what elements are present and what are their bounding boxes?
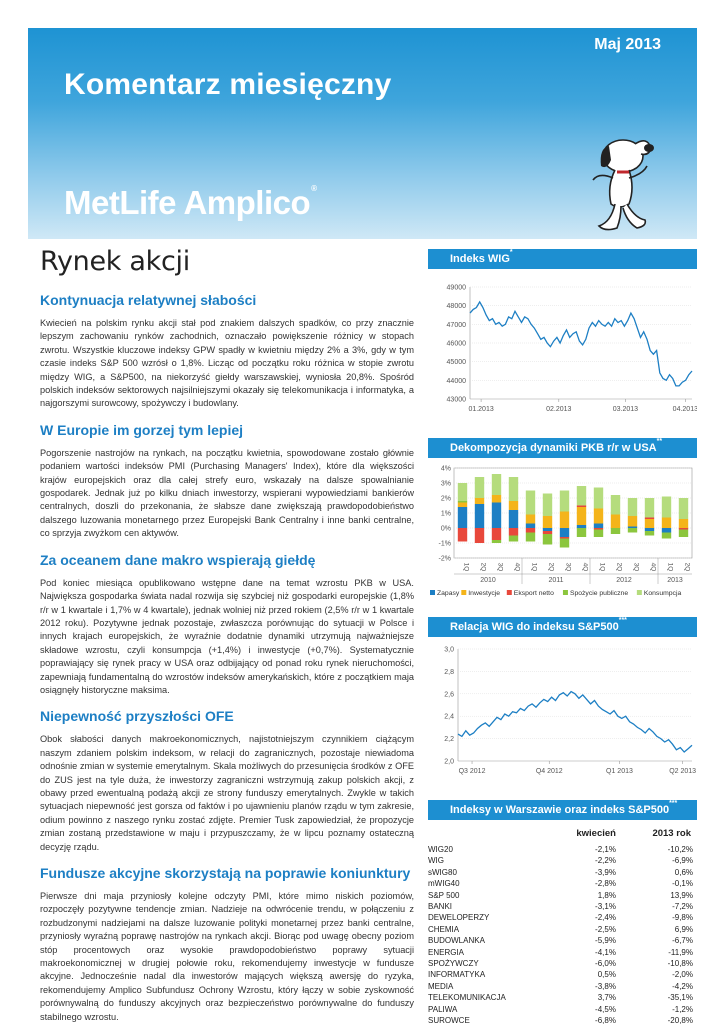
pkb-chart-svg bbox=[428, 458, 697, 606]
group-label: 2010 bbox=[480, 577, 496, 584]
category-label: 4Q bbox=[581, 562, 589, 572]
y-tick-label: 2,6 bbox=[444, 691, 454, 699]
table-row bbox=[428, 935, 697, 946]
value-month: -6,0% bbox=[595, 959, 616, 969]
category-label: 2Q bbox=[615, 562, 623, 572]
bar-segment bbox=[543, 528, 552, 531]
x-tick-label: Q4 2012 bbox=[535, 768, 563, 775]
table-row bbox=[428, 1015, 697, 1024]
pkb-panel-title-text: Dekompozycja dynamiki PKB r/r w USA bbox=[450, 442, 657, 454]
section-heading-4: Niepewność przyszłości OFE bbox=[40, 708, 234, 725]
index-name: SUROWCE bbox=[428, 1016, 470, 1024]
category-label: 1Q bbox=[666, 562, 674, 572]
bar-segment bbox=[594, 524, 603, 529]
bar-segment bbox=[628, 516, 637, 527]
pkb-panel-footnote: ** bbox=[656, 438, 663, 445]
category-label: 1Q bbox=[462, 562, 470, 572]
index-name: TELEKOMUNIKACJA bbox=[428, 993, 506, 1003]
bar-segment bbox=[509, 528, 518, 536]
index-name: SPOŻYWCZY bbox=[428, 959, 479, 969]
value-month: -3,1% bbox=[595, 902, 616, 912]
category-label: 1Q bbox=[530, 562, 538, 572]
index-table-header bbox=[428, 826, 697, 844]
y-tick-label: 44000 bbox=[446, 377, 466, 385]
x-tick-label: 04.2013 bbox=[672, 406, 697, 413]
bar-segment bbox=[475, 498, 484, 504]
wig-chart bbox=[428, 269, 697, 432]
section-heading-2: W Europie im gorzej tym lepiej bbox=[40, 421, 244, 438]
bar-segment bbox=[509, 477, 518, 501]
value-year: -20,8% bbox=[667, 1016, 693, 1024]
bar-segment bbox=[611, 495, 620, 515]
bar-segment bbox=[509, 510, 518, 528]
legend-label: Inwestycje bbox=[468, 590, 501, 597]
index-name: mWIG40 bbox=[428, 879, 460, 889]
value-year: -6,7% bbox=[672, 936, 693, 946]
section-heading-1: Kontynuacja relatywnej słabości bbox=[40, 292, 257, 308]
value-month: -4,1% bbox=[595, 947, 616, 957]
bar-segment bbox=[458, 503, 467, 508]
page-title: Komentarz miesięczny bbox=[64, 68, 392, 101]
rel-panel-footnote: *** bbox=[618, 617, 627, 624]
rel-panel-title bbox=[428, 617, 697, 637]
value-year: 0,6% bbox=[674, 867, 693, 877]
y-tick-label: 0% bbox=[440, 525, 451, 533]
value-month: -2,1% bbox=[595, 845, 616, 854]
category-label: 2Q bbox=[547, 562, 555, 572]
bar-segment bbox=[526, 524, 535, 529]
table-row bbox=[428, 969, 697, 980]
category-label: 2Q bbox=[479, 562, 487, 572]
y-tick-label: 2,2 bbox=[444, 736, 454, 744]
table-row bbox=[428, 878, 697, 889]
bar-segment bbox=[458, 507, 467, 528]
bar-segment bbox=[509, 501, 518, 510]
y-tick-label: 1% bbox=[440, 510, 451, 518]
value-month: -3,8% bbox=[595, 981, 616, 991]
value-month: -4,5% bbox=[595, 1004, 616, 1014]
category-label: 3Q bbox=[496, 562, 504, 572]
value-year: -0,1% bbox=[672, 879, 693, 889]
value-month: -2,8% bbox=[595, 879, 616, 889]
value-year: 13,9% bbox=[670, 890, 693, 900]
table-row bbox=[428, 1004, 697, 1015]
category-label: 3Q bbox=[632, 562, 640, 572]
bar-segment bbox=[594, 488, 603, 509]
bar-segment bbox=[628, 527, 637, 529]
table-row bbox=[428, 855, 697, 866]
x-tick-label: 03.2013 bbox=[612, 406, 639, 413]
y-tick-label: 47000 bbox=[446, 321, 466, 329]
bar-segment bbox=[492, 495, 501, 503]
value-month: -3,9% bbox=[595, 867, 616, 877]
index-table bbox=[428, 826, 697, 1024]
wig-panel-title bbox=[428, 249, 697, 269]
index-table-body bbox=[428, 844, 697, 1024]
bar-segment bbox=[475, 504, 484, 528]
section-text-4: Obok słabości danych makroekonomicznych, najistotniejszym czynnikiem ciążącym naszym zdaniem polskim indeksom, w relacji do zagranicznych, pozostaje niewiadoma odnośnie zmian w systemie emerytalnym. Skala możliwych do przesunięcia środków z OFE do ZUS jest na tyle duża, że inwestorzy zagraniczni wstrzymują zakup polskich akcji, z obawy przed ewentualną podażą akcji ze strony funduszy emerytalnych. Zwykle w takich sytuacjach niepewność jest gorsza od faktów i po ujawnieniu planów rządu w tym zakresie, odium powinno z naszego rynku zostać zdjęte. Premier Tusk zapowiedział, że propozycje zmian zostaną przedstawione w maju i przypuszczamy, że w lipcu poznamy ostateczną decyzję rządu. bbox=[40, 734, 414, 852]
y-tick-label: 2,0 bbox=[444, 758, 454, 766]
bar-segment bbox=[679, 530, 688, 538]
series-line bbox=[458, 692, 692, 752]
bar-segment bbox=[526, 528, 535, 533]
rel-panel-title-text: Relacja WIG do indeksu S&P500 bbox=[450, 621, 619, 633]
rel-chart bbox=[428, 637, 697, 794]
value-month: -6,8% bbox=[595, 1016, 616, 1024]
legend-swatch bbox=[637, 590, 642, 595]
bar-segment bbox=[628, 528, 637, 533]
y-tick-label: 2% bbox=[440, 495, 451, 503]
table-row bbox=[428, 867, 697, 878]
bar-segment bbox=[543, 494, 552, 517]
x-tick-label: Q3 2012 bbox=[458, 768, 486, 775]
group-label: 2012 bbox=[616, 577, 632, 584]
bar-segment bbox=[577, 528, 586, 537]
y-tick-label: 43000 bbox=[446, 396, 466, 404]
y-tick-label: 45000 bbox=[446, 359, 466, 367]
bar-segment bbox=[645, 518, 654, 520]
bar-segment bbox=[662, 533, 671, 539]
bar-segment bbox=[543, 531, 552, 534]
bar-segment bbox=[577, 506, 586, 508]
index-name: ENERGIA bbox=[428, 947, 465, 957]
value-year: -6,9% bbox=[672, 856, 693, 866]
bar-segment bbox=[679, 528, 688, 530]
value-month: -5,9% bbox=[595, 936, 616, 946]
value-year: -10,8% bbox=[667, 959, 693, 969]
x-tick-label: Q2 2013 bbox=[669, 768, 697, 775]
legend-label: Eksport netto bbox=[513, 590, 554, 597]
bar-segment bbox=[526, 533, 535, 542]
bar-segment bbox=[543, 516, 552, 528]
index-name: INFORMATYKA bbox=[428, 970, 486, 980]
legend-swatch bbox=[461, 590, 466, 595]
value-month: -2,4% bbox=[595, 913, 616, 923]
wig-panel-title-text: Indeks WIG bbox=[450, 253, 510, 265]
table-row bbox=[428, 981, 697, 992]
bar-segment bbox=[458, 483, 467, 501]
table-row bbox=[428, 924, 697, 935]
bar-segment bbox=[645, 531, 654, 536]
legend-label: Konsumpcja bbox=[643, 590, 682, 597]
logo-trademark: ® bbox=[311, 184, 317, 193]
group-label: 2011 bbox=[548, 577, 564, 584]
bar-segment bbox=[492, 528, 501, 540]
legend-swatch bbox=[563, 590, 568, 595]
y-tick-label: 3% bbox=[440, 480, 451, 488]
index-name: PALIWA bbox=[428, 1004, 458, 1014]
value-year: -11,9% bbox=[668, 947, 693, 957]
table-row bbox=[428, 844, 697, 855]
bar-segment bbox=[475, 477, 484, 498]
value-month: 3,7% bbox=[597, 993, 616, 1003]
y-tick-label: 3,0 bbox=[444, 646, 454, 654]
bar-segment bbox=[594, 530, 603, 538]
index-name: MEDIA bbox=[428, 981, 454, 991]
legend-swatch bbox=[507, 590, 512, 595]
bar-segment bbox=[560, 539, 569, 548]
x-tick-label: 01.2013 bbox=[468, 406, 494, 413]
index-name: WIG20 bbox=[428, 845, 453, 854]
wig-panel-footnote: * bbox=[509, 249, 513, 256]
value-month: 1,8% bbox=[597, 890, 616, 900]
col-year-header: 2013 rok bbox=[652, 828, 691, 839]
bar-segment bbox=[560, 528, 569, 537]
category-label: 1Q bbox=[598, 562, 606, 572]
bar-segment bbox=[662, 518, 671, 529]
bar-segment bbox=[475, 528, 484, 543]
index-name: CHEMIA bbox=[428, 924, 460, 934]
issue-date: Maj 2013 bbox=[594, 36, 661, 53]
table-row bbox=[428, 912, 697, 923]
bar-segment bbox=[645, 498, 654, 518]
value-year: -9,8% bbox=[672, 913, 693, 923]
section-text-5: Pierwsze dni maja przyniosły kolejne odczyty PMI, które mimo niskich poziomów, rozpoczęły pozytywne tendencje zmian. Nadzieje na odwrócenie trendu, w połączeniu z rozbudzonymi nadziejami na dalsze luzowanie polityki monetarnej przez banki centralne, przyniosły wyraźną poprawę nastrojów na rynkach akcji. Biorąc pod uwagę obecny poziom stóp procentowych oraz wysokie prawdopodobieństwo poprawy sytuacji makroekonomicznej w drugiej połowie roku, rekomendujemy inwestycje w fundusze akcyjne. Jednocześnie nadal dla inwestorów mających większą awersję do ryzyka, rekomendujemy Amplico Subfundusz Ochrony Wzrostu, który łączy w sobie zyskowność porównywalną do funduszy akcyjnych oraz bezpieczeństwo porównywalne do funduszy stabilnego wzrostu. bbox=[40, 891, 414, 1022]
bar-segment bbox=[492, 503, 501, 529]
index-name: sWIG80 bbox=[428, 867, 457, 877]
bar-segment bbox=[577, 486, 586, 506]
bar-segment bbox=[662, 497, 671, 518]
table-row bbox=[428, 947, 697, 958]
x-tick-label: Q1 2013 bbox=[606, 768, 633, 775]
index-name: WIG bbox=[428, 856, 444, 866]
y-tick-label: 2,4 bbox=[444, 713, 454, 721]
series-line bbox=[470, 302, 692, 386]
value-month: 0,5% bbox=[597, 970, 616, 980]
y-tick-label: 46000 bbox=[446, 340, 466, 348]
bar-segment bbox=[509, 536, 518, 542]
category-label: 3Q bbox=[564, 562, 572, 572]
snoopy-icon bbox=[585, 126, 657, 236]
legend-label: Spożycie publiczne bbox=[569, 590, 629, 597]
bar-segment bbox=[492, 540, 501, 543]
category-label: 2Q bbox=[683, 562, 691, 572]
wig-chart-svg bbox=[428, 269, 697, 427]
index-name: BUDOWLANKA bbox=[428, 936, 485, 946]
pkb-panel-title bbox=[428, 438, 697, 458]
value-month: -2,5% bbox=[595, 924, 616, 934]
x-tick-label: 02.2013 bbox=[546, 406, 572, 413]
value-year: -35,1% bbox=[667, 993, 693, 1003]
bar-segment bbox=[458, 501, 467, 503]
bar-segment bbox=[611, 515, 620, 529]
section-text-2: Pogorszenie nastrojów na rynkach, na początku kwietnia, spowodowane zostało głównie podaniem wartości indeksów PMI (Purchasing Managers' Index), które dla większości krajów europejskich oraz dla całej strefy euro, wskazały na dalsze spowalnianie gospodarek. Jednak już po kilku dniach inwestorzy, wspierani wypowiedziami bankierów centralnych, doszli do przekonania, że słabsze dane zwiększają prawdopodobieństwo dalszego luzowania monetarnego przez Europejski Bank Centralny i inne banki centralne, co sprzyja zwyżkom cen aktywów. bbox=[40, 447, 414, 539]
rel-chart-svg bbox=[428, 637, 697, 789]
bar-segment bbox=[645, 519, 654, 528]
legend-label: Zapasy bbox=[437, 590, 460, 597]
logo-text: MetLife Amplico bbox=[64, 184, 311, 221]
table-row bbox=[428, 901, 697, 912]
index-name: S&P 500 bbox=[428, 890, 460, 900]
section-text-3: Pod koniec miesiąca opublikowano wstępne dane na temat wzrostu PKB w USA. Największa gospodarka świata nadal rozwija się szybciej niż gospodarki europejskie (1,8% r/r w 1 kwartale i 1,7% w 4 kwartale), jednak wolniej niż przed rokiem (2,5% r/r w 1 kwartale 2012 roku). Pozytywne jednak pozostaje, zwłaszcza porównując do sytuacji w Polsce i innych krajach europejskich, że wyraźnie dodatnie dynamiki utrzymują najważniejsze składowe wzrostu, czyli konsumpcja (+1,4%) i inwestycje (+0,7%). Systematycznie poprawiający się rynek pracy w USA oraz odbijający od ponad roku rynek nieruchomości, zapewniają fundamentalną do wzrostów indeksów amerykańskich, które z początkiem maja osiągnęły historyczne maksima. bbox=[40, 577, 414, 695]
bar-segment bbox=[662, 528, 671, 533]
metlife-logo bbox=[64, 184, 317, 222]
y-tick-label: 48000 bbox=[446, 303, 466, 311]
value-month: -2,2% bbox=[595, 856, 616, 866]
legend-swatch bbox=[430, 590, 435, 595]
bar-segment bbox=[560, 512, 569, 529]
value-year: 6,9% bbox=[674, 924, 693, 934]
value-year: -1,2% bbox=[672, 1004, 693, 1014]
bar-segment bbox=[526, 491, 535, 515]
bar-segment bbox=[679, 519, 688, 528]
pkb-chart bbox=[428, 458, 697, 611]
bar-segment bbox=[645, 528, 654, 531]
bar-segment bbox=[458, 528, 467, 542]
sidebar-panels bbox=[428, 249, 697, 1024]
bar-segment bbox=[594, 509, 603, 524]
idx-panel-footnote: *** bbox=[669, 800, 678, 807]
bar-segment bbox=[628, 498, 637, 516]
bar-segment bbox=[611, 528, 620, 534]
bar-segment bbox=[492, 474, 501, 495]
bar-segment bbox=[560, 537, 569, 539]
section-heading-3: Za oceanem dane makro wspierają giełdę bbox=[40, 551, 316, 568]
idx-panel-title bbox=[428, 800, 697, 820]
table-row bbox=[428, 958, 697, 969]
group-label: 2013 bbox=[667, 577, 683, 584]
section-text-1: Kwiecień na polskim rynku akcji stał pod znakiem dalszych spadków, co przy znacznie lepszym zachowaniu rynków zachodnich, oznaczało powiększenie różnicy w stopach zwrotu. Wszystkie kluczowe indeksy GPW spadły w kwietniu między 2% a 3%, gdy w tym czasie indeks S&P 500 wzrósł o 1,8%. Licząc od początku roku różnica w stopie zwrotu między WIG, a S&P500, na niekorzyść giełdy warszawskiej, wyniosła 20,8%. Spośród polskich indeksów sektorowych najsilniejszymi okazały się telekomunikacja i informatyka, a najgorszymi surowcowy, spożywczy i budowlany. bbox=[40, 318, 414, 409]
bar-segment bbox=[526, 515, 535, 524]
bar-segment bbox=[560, 491, 569, 512]
value-year: -7,2% bbox=[672, 902, 693, 912]
bar-segment bbox=[594, 528, 603, 530]
bar-segment bbox=[679, 498, 688, 519]
article-column bbox=[40, 246, 414, 1024]
bar-segment bbox=[543, 534, 552, 545]
y-tick-label: 2,8 bbox=[444, 668, 454, 676]
category-label: 4Q bbox=[649, 562, 657, 572]
idx-panel-title-text: Indeksy w Warszawie oraz indeks S&P500 bbox=[450, 804, 670, 816]
value-year: -10,2% bbox=[667, 845, 693, 854]
value-year: -4,2% bbox=[672, 981, 693, 991]
y-tick-label: -2% bbox=[438, 555, 451, 563]
table-row bbox=[428, 890, 697, 901]
section-title: Rynek akcji bbox=[40, 246, 190, 277]
value-year: -2,0% bbox=[672, 970, 693, 980]
index-name: BANKI bbox=[428, 902, 453, 912]
index-name-header bbox=[428, 826, 548, 844]
category-label: 4Q bbox=[513, 562, 521, 572]
header-banner bbox=[28, 28, 697, 239]
bar-segment bbox=[577, 507, 586, 525]
y-tick-label: 49000 bbox=[446, 284, 466, 292]
table-row bbox=[428, 992, 697, 1003]
y-tick-label: 4% bbox=[440, 465, 451, 473]
index-name: DEWELOPERZY bbox=[428, 913, 490, 923]
col-month-header: kwiecień bbox=[576, 828, 616, 839]
section-heading-5: Fundusze akcyjne skorzystają na poprawie koniunktury bbox=[40, 865, 411, 881]
y-tick-label: -1% bbox=[438, 540, 451, 548]
bar-segment bbox=[577, 525, 586, 528]
